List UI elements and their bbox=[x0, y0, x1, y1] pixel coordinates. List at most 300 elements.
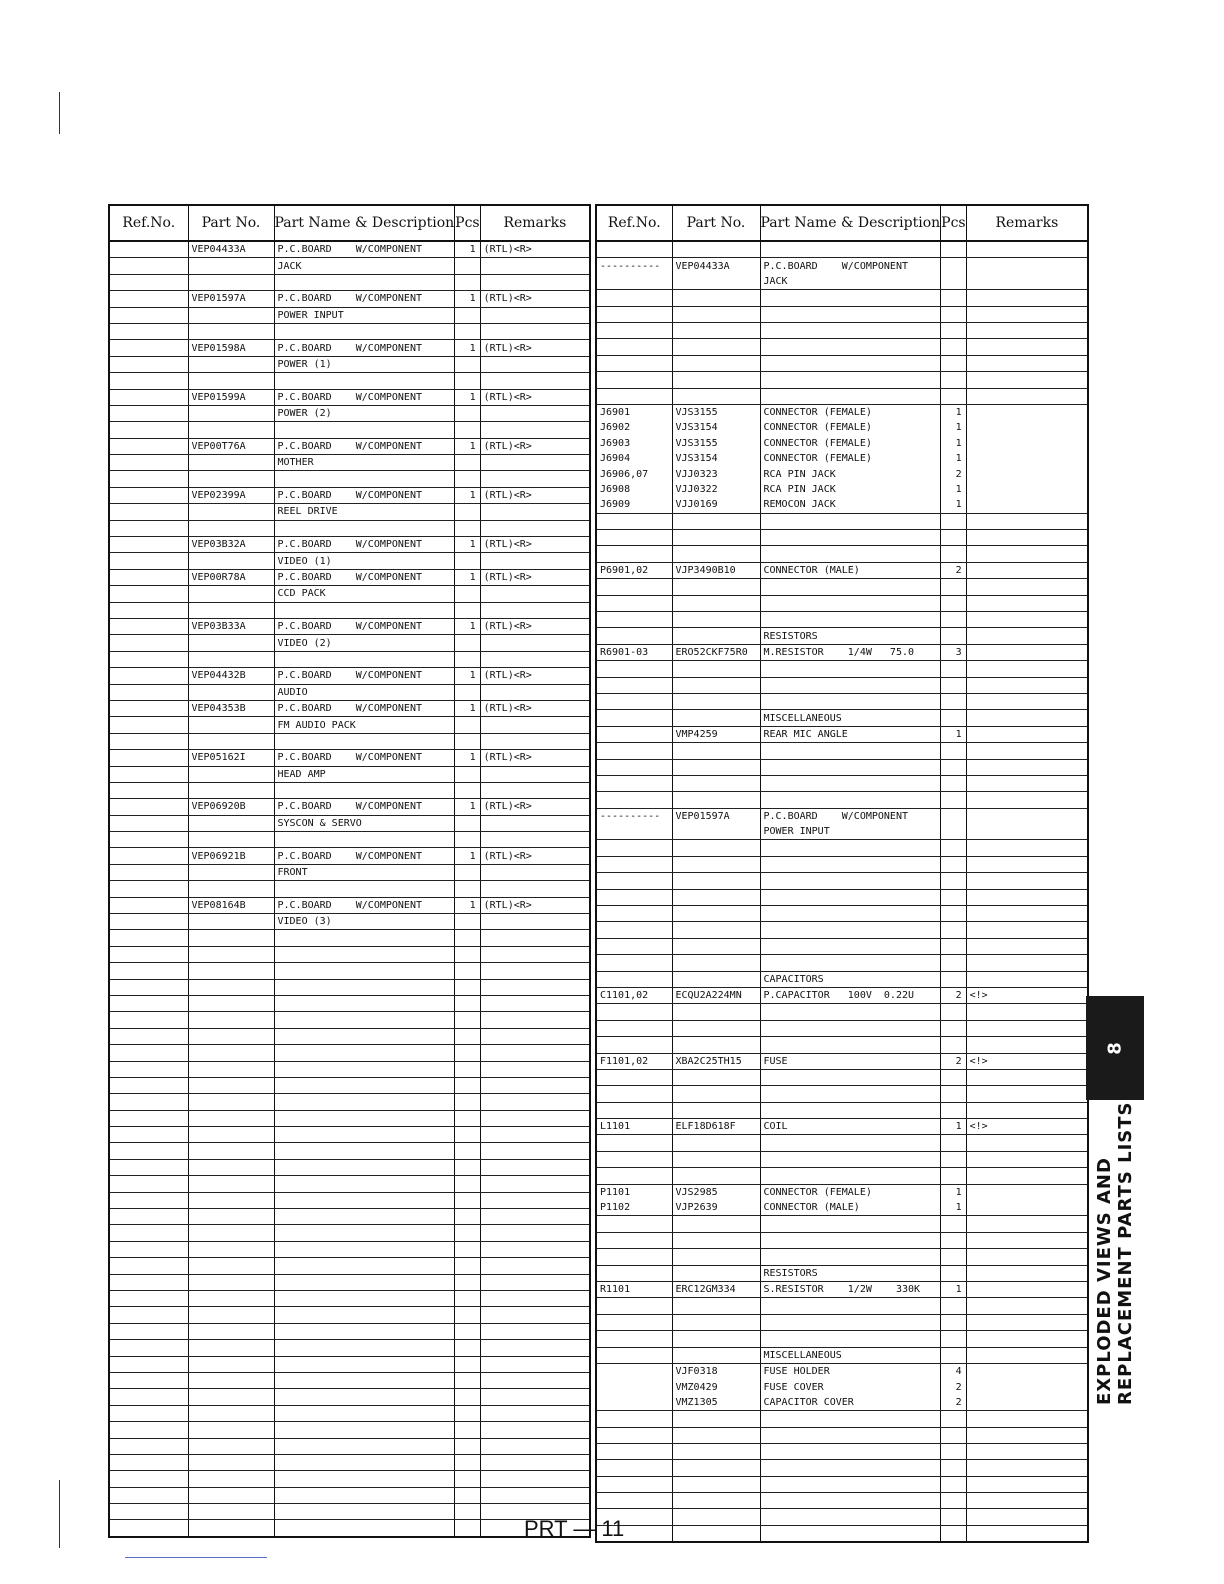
table-row bbox=[596, 938, 1088, 954]
description-cell bbox=[760, 840, 941, 856]
description-cell bbox=[274, 1061, 455, 1077]
pcs-cell bbox=[941, 1331, 966, 1347]
part-no-cell bbox=[188, 1077, 274, 1093]
table-row bbox=[596, 873, 1088, 889]
ref-no-cell: R1101 bbox=[596, 1282, 672, 1298]
section-tab-number: 8 bbox=[1104, 1042, 1126, 1055]
remarks-cell bbox=[480, 782, 590, 798]
remarks-cell bbox=[480, 307, 590, 323]
part-no-cell bbox=[672, 1331, 760, 1347]
part-no-cell: VEP04353B bbox=[188, 700, 274, 716]
pcs-cell bbox=[455, 553, 480, 569]
part-no-cell bbox=[672, 579, 760, 595]
part-no-cell bbox=[188, 1291, 274, 1307]
part-no-cell: VJS3154 bbox=[672, 451, 760, 466]
ref-no-cell bbox=[109, 979, 188, 995]
pcs-cell bbox=[455, 1176, 480, 1192]
remarks-cell bbox=[480, 1372, 590, 1388]
table-row bbox=[596, 562, 1088, 578]
remarks-cell: (RTL)<R> bbox=[480, 241, 590, 258]
remarks-cell bbox=[966, 1363, 1088, 1379]
description-cell bbox=[760, 955, 941, 971]
pcs-cell bbox=[455, 914, 480, 930]
part-no-cell bbox=[188, 963, 274, 979]
table-row bbox=[109, 258, 590, 274]
ref-no-cell bbox=[109, 684, 188, 700]
pcs-cell: 1 bbox=[455, 569, 480, 585]
part-no-cell bbox=[188, 1176, 274, 1192]
description-cell: FUSE bbox=[760, 1053, 941, 1069]
pcs-cell bbox=[455, 1045, 480, 1061]
pcs-cell bbox=[941, 710, 966, 726]
table-row bbox=[596, 726, 1088, 742]
ref-no-cell: J6901 bbox=[596, 404, 672, 420]
ref-no-cell bbox=[109, 1504, 188, 1520]
ref-no-cell bbox=[109, 422, 188, 438]
ref-no-cell bbox=[596, 873, 672, 889]
remarks-cell bbox=[966, 1443, 1088, 1459]
ref-no-cell bbox=[596, 274, 672, 290]
table-row bbox=[596, 677, 1088, 693]
pcs-cell bbox=[455, 1471, 480, 1487]
side-title-line-2: REPLACEMENT PARTS LISTS bbox=[1115, 1101, 1136, 1405]
table-row bbox=[109, 651, 590, 667]
remarks-cell: (RTL)<R> bbox=[480, 700, 590, 716]
pcs-cell bbox=[941, 388, 966, 404]
pcs-cell: 1 bbox=[455, 438, 480, 454]
ref-no-cell bbox=[109, 848, 188, 864]
ref-no-cell bbox=[596, 856, 672, 872]
pcs-cell bbox=[941, 1265, 966, 1281]
pcs-cell: 1 bbox=[455, 340, 480, 356]
remarks-cell bbox=[966, 1102, 1088, 1118]
pcs-cell bbox=[941, 579, 966, 595]
description-cell bbox=[760, 693, 941, 709]
description-cell: P.C.BOARD W/COMPONENT bbox=[274, 241, 455, 258]
ref-no-cell bbox=[596, 388, 672, 404]
pcs-cell bbox=[941, 530, 966, 546]
ref-no-cell: R6901-03 bbox=[596, 644, 672, 660]
description-cell bbox=[274, 832, 455, 848]
description-cell: RCA PIN JACK bbox=[760, 482, 941, 497]
ref-no-cell bbox=[596, 1102, 672, 1118]
table-row bbox=[596, 1216, 1088, 1232]
ref-no-cell bbox=[109, 995, 188, 1011]
part-no-cell: VMP4259 bbox=[672, 726, 760, 742]
pcs-cell: 1 bbox=[455, 668, 480, 684]
ref-no-cell bbox=[596, 792, 672, 808]
remarks-cell bbox=[480, 373, 590, 389]
part-no-cell: VEP02399A bbox=[188, 487, 274, 503]
table-row bbox=[109, 1143, 590, 1159]
table-row bbox=[109, 897, 590, 913]
ref-no-cell bbox=[596, 743, 672, 759]
margin-mark bbox=[59, 92, 60, 134]
pcs-header: Pcs bbox=[941, 205, 966, 241]
description-cell bbox=[274, 602, 455, 618]
ref-no-cell bbox=[596, 677, 672, 693]
ref-no-cell bbox=[109, 1307, 188, 1323]
ref-no-cell bbox=[109, 897, 188, 913]
ref-no-cell bbox=[596, 1460, 672, 1476]
part-no-cell bbox=[672, 1427, 760, 1443]
description-cell: S.RESISTOR 1/2W 330K bbox=[760, 1282, 941, 1298]
pcs-cell bbox=[941, 938, 966, 954]
pcs-cell: 1 bbox=[455, 799, 480, 815]
remarks-cell bbox=[480, 881, 590, 897]
table-row bbox=[596, 1119, 1088, 1135]
description-cell bbox=[274, 1274, 455, 1290]
table-row bbox=[596, 1020, 1088, 1036]
remarks-cell bbox=[966, 644, 1088, 660]
part-no-cell: VEP04433A bbox=[188, 241, 274, 258]
part-no-cell bbox=[188, 1045, 274, 1061]
remarks-cell bbox=[966, 611, 1088, 627]
pcs-cell bbox=[455, 1209, 480, 1225]
remarks-cell bbox=[966, 322, 1088, 338]
description-cell bbox=[274, 651, 455, 667]
part-no-cell bbox=[672, 1443, 760, 1459]
table-row bbox=[596, 987, 1088, 1003]
description-cell bbox=[274, 1143, 455, 1159]
remarks-cell bbox=[480, 717, 590, 733]
remarks-cell bbox=[966, 955, 1088, 971]
pcs-cell: 1 bbox=[941, 436, 966, 451]
pcs-cell bbox=[941, 1004, 966, 1020]
part-no-cell: VEP04432B bbox=[188, 668, 274, 684]
ref-no-cell bbox=[109, 1405, 188, 1421]
ref-no-cell bbox=[109, 389, 188, 405]
part-no-cell bbox=[188, 914, 274, 930]
part-no-cell bbox=[188, 1389, 274, 1405]
pcs-cell bbox=[941, 873, 966, 889]
ref-no-cell bbox=[596, 775, 672, 791]
pcs-cell bbox=[941, 693, 966, 709]
part-no-cell bbox=[672, 1135, 760, 1151]
ref-no-cell bbox=[109, 602, 188, 618]
part-no-header: Part No. bbox=[188, 205, 274, 241]
remarks-header: Remarks bbox=[480, 205, 590, 241]
description-cell bbox=[274, 1422, 455, 1438]
pcs-cell: 1 bbox=[455, 241, 480, 258]
pcs-cell: 1 bbox=[455, 389, 480, 405]
table-row bbox=[596, 644, 1088, 660]
pcs-cell bbox=[455, 422, 480, 438]
table-row bbox=[109, 979, 590, 995]
ref-no-cell bbox=[109, 864, 188, 880]
table-row bbox=[109, 1340, 590, 1356]
table-row bbox=[596, 1086, 1088, 1102]
ref-no-cell bbox=[109, 1241, 188, 1257]
part-no-cell: VEP01597A bbox=[672, 808, 760, 824]
description-cell bbox=[760, 339, 941, 355]
description-cell bbox=[760, 743, 941, 759]
remarks-cell bbox=[480, 405, 590, 421]
description-cell bbox=[274, 1012, 455, 1028]
table-row bbox=[109, 1274, 590, 1290]
part-no-cell bbox=[188, 274, 274, 290]
description-cell: CONNECTOR (FEMALE) bbox=[760, 1184, 941, 1200]
table-row bbox=[109, 471, 590, 487]
ref-no-cell bbox=[596, 1411, 672, 1427]
remarks-cell bbox=[966, 922, 1088, 938]
remarks-cell bbox=[966, 562, 1088, 578]
table-row bbox=[596, 856, 1088, 872]
pcs-header: Pcs bbox=[455, 205, 480, 241]
pcs-cell bbox=[941, 1249, 966, 1265]
description-cell: POWER (2) bbox=[274, 405, 455, 421]
ref-no-cell bbox=[596, 530, 672, 546]
table-row bbox=[109, 946, 590, 962]
pcs-cell bbox=[941, 1314, 966, 1330]
description-cell bbox=[274, 782, 455, 798]
part-no-cell bbox=[672, 306, 760, 322]
part-no-cell bbox=[672, 355, 760, 371]
ref-no-cell bbox=[109, 520, 188, 536]
table-row bbox=[109, 799, 590, 815]
description-cell bbox=[274, 274, 455, 290]
pcs-cell bbox=[455, 832, 480, 848]
remarks-cell bbox=[966, 906, 1088, 922]
table-row bbox=[596, 1184, 1088, 1200]
ref-no-cell: ---------- bbox=[596, 808, 672, 824]
description-cell: POWER INPUT bbox=[760, 824, 941, 840]
remarks-cell bbox=[966, 388, 1088, 404]
table-row bbox=[109, 881, 590, 897]
description-cell: HEAD AMP bbox=[274, 766, 455, 782]
description-cell: CONNECTOR (FEMALE) bbox=[760, 451, 941, 466]
remarks-cell bbox=[966, 1037, 1088, 1053]
part-no-cell bbox=[672, 1004, 760, 1020]
pcs-cell bbox=[941, 1427, 966, 1443]
pcs-cell: 1 bbox=[941, 1200, 966, 1216]
ref-no-cell: J6909 bbox=[596, 497, 672, 513]
pcs-cell bbox=[455, 782, 480, 798]
ref-no-cell bbox=[596, 759, 672, 775]
remarks-cell bbox=[480, 914, 590, 930]
table-row bbox=[109, 438, 590, 454]
part-no-cell bbox=[188, 1372, 274, 1388]
pcs-cell bbox=[455, 1143, 480, 1159]
description-cell bbox=[274, 1176, 455, 1192]
ref-no-cell bbox=[109, 1323, 188, 1339]
pcs-cell bbox=[941, 513, 966, 529]
description-cell bbox=[274, 1520, 455, 1537]
pcs-cell bbox=[455, 1192, 480, 1208]
pcs-cell bbox=[455, 1127, 480, 1143]
part-no-cell bbox=[672, 322, 760, 338]
table-row bbox=[109, 1356, 590, 1372]
table-row bbox=[109, 914, 590, 930]
part-no-cell bbox=[188, 1405, 274, 1421]
part-no-cell bbox=[188, 323, 274, 339]
part-no-cell bbox=[672, 1347, 760, 1363]
description-cell bbox=[760, 889, 941, 905]
remarks-cell bbox=[480, 1159, 590, 1175]
part-no-cell bbox=[188, 1061, 274, 1077]
description-cell bbox=[760, 355, 941, 371]
remarks-cell bbox=[480, 1143, 590, 1159]
description-cell: VIDEO (2) bbox=[274, 635, 455, 651]
remarks-cell bbox=[480, 1045, 590, 1061]
pcs-cell bbox=[941, 775, 966, 791]
part-no-cell bbox=[188, 864, 274, 880]
part-no-cell bbox=[188, 946, 274, 962]
table-row bbox=[596, 1427, 1088, 1443]
part-no-cell bbox=[672, 1151, 760, 1167]
part-no-cell bbox=[188, 1192, 274, 1208]
description-cell bbox=[274, 471, 455, 487]
table-row bbox=[109, 1209, 590, 1225]
remarks-cell bbox=[966, 355, 1088, 371]
remarks-cell bbox=[966, 693, 1088, 709]
table-row bbox=[109, 1504, 590, 1520]
ref-no-cell bbox=[596, 1020, 672, 1036]
right-table-body bbox=[596, 241, 1088, 1542]
remarks-cell bbox=[966, 1314, 1088, 1330]
table-row bbox=[596, 1102, 1088, 1118]
ref-no-cell: J6903 bbox=[596, 436, 672, 451]
pcs-cell: 2 bbox=[941, 987, 966, 1003]
part-no-cell: VMZ0429 bbox=[672, 1379, 760, 1394]
part-no-cell: VEP01599A bbox=[188, 389, 274, 405]
part-no-cell bbox=[188, 471, 274, 487]
part-no-cell bbox=[672, 530, 760, 546]
pcs-cell bbox=[455, 1077, 480, 1093]
part-no-cell bbox=[188, 832, 274, 848]
pcs-cell bbox=[455, 864, 480, 880]
part-no-cell bbox=[188, 1438, 274, 1454]
description-cell bbox=[274, 323, 455, 339]
description-cell bbox=[760, 1443, 941, 1459]
remarks-cell bbox=[966, 1493, 1088, 1509]
ref-no-cell: P6901,02 bbox=[596, 562, 672, 578]
pcs-cell bbox=[455, 1389, 480, 1405]
pcs-cell bbox=[455, 635, 480, 651]
table-row bbox=[596, 355, 1088, 371]
table-row bbox=[109, 389, 590, 405]
part-no-cell: VEP03B32A bbox=[188, 537, 274, 553]
part-no-cell bbox=[188, 356, 274, 372]
remarks-cell bbox=[480, 1225, 590, 1241]
pcs-cell bbox=[941, 1086, 966, 1102]
remarks-cell: <!> bbox=[966, 987, 1088, 1003]
pcs-cell bbox=[941, 306, 966, 322]
ref-no-cell bbox=[109, 1209, 188, 1225]
table-row bbox=[596, 1282, 1088, 1298]
description-cell: REAR MIC ANGLE bbox=[760, 726, 941, 742]
description-cell bbox=[760, 922, 941, 938]
description-cell bbox=[760, 530, 941, 546]
remarks-cell bbox=[480, 1077, 590, 1093]
description-cell bbox=[274, 520, 455, 536]
description-cell: VIDEO (3) bbox=[274, 914, 455, 930]
description-cell bbox=[760, 1509, 941, 1525]
description-cell bbox=[760, 1411, 941, 1427]
remarks-cell: <!> bbox=[966, 1053, 1088, 1069]
ref-no-cell bbox=[596, 889, 672, 905]
description-cell bbox=[760, 546, 941, 562]
table-row bbox=[596, 792, 1088, 808]
part-no-cell bbox=[672, 677, 760, 693]
pcs-cell bbox=[941, 1216, 966, 1232]
pcs-cell bbox=[455, 586, 480, 602]
part-no-cell bbox=[672, 1069, 760, 1085]
pcs-cell bbox=[941, 258, 966, 274]
part-no-cell bbox=[672, 824, 760, 840]
ref-no-cell bbox=[109, 717, 188, 733]
part-no-cell bbox=[672, 1460, 760, 1476]
description-cell bbox=[760, 677, 941, 693]
description-cell: P.C.BOARD W/COMPONENT bbox=[274, 897, 455, 913]
pcs-cell bbox=[455, 1258, 480, 1274]
pcs-cell bbox=[941, 1020, 966, 1036]
header-row bbox=[596, 205, 1088, 241]
ref-no-cell bbox=[596, 1086, 672, 1102]
description-cell: VIDEO (1) bbox=[274, 553, 455, 569]
remarks-cell bbox=[480, 1110, 590, 1126]
pcs-cell: 1 bbox=[455, 897, 480, 913]
part-no-cell bbox=[188, 1323, 274, 1339]
pcs-cell bbox=[941, 1443, 966, 1459]
description-cell: COIL bbox=[760, 1119, 941, 1135]
table-row bbox=[596, 1363, 1088, 1379]
ref-no-cell bbox=[596, 579, 672, 595]
table-row bbox=[109, 1323, 590, 1339]
ref-no-cell bbox=[109, 356, 188, 372]
pcs-cell bbox=[941, 840, 966, 856]
part-no-cell: VEP00R78A bbox=[188, 569, 274, 585]
description-cell: P.C.BOARD W/COMPONENT bbox=[274, 291, 455, 307]
description-cell bbox=[274, 733, 455, 749]
remarks-cell bbox=[966, 1232, 1088, 1248]
remarks-cell bbox=[480, 815, 590, 831]
ref-no-cell bbox=[109, 930, 188, 946]
part-no-cell: VEP04433A bbox=[672, 258, 760, 274]
remarks-cell bbox=[480, 1209, 590, 1225]
part-no-cell bbox=[672, 775, 760, 791]
ref-no-cell bbox=[109, 241, 188, 258]
part-no-cell: ECQU2A224MN bbox=[672, 987, 760, 1003]
table-row bbox=[109, 455, 590, 471]
table-row bbox=[109, 1094, 590, 1110]
remarks-cell bbox=[966, 1411, 1088, 1427]
pcs-cell bbox=[941, 274, 966, 290]
part-no-cell: VJJ0322 bbox=[672, 482, 760, 497]
part-no-cell: VEP01598A bbox=[188, 340, 274, 356]
ref-no-header: Ref.No. bbox=[596, 205, 672, 241]
table-row bbox=[596, 530, 1088, 546]
remarks-cell bbox=[966, 759, 1088, 775]
description-cell: MISCELLANEOUS bbox=[760, 710, 941, 726]
part-no-cell: VJF0318 bbox=[672, 1363, 760, 1379]
remarks-cell bbox=[480, 1405, 590, 1421]
pcs-cell: 1 bbox=[455, 750, 480, 766]
table-row bbox=[109, 717, 590, 733]
remarks-cell bbox=[966, 840, 1088, 856]
pcs-cell: 1 bbox=[941, 482, 966, 497]
description-cell: POWER INPUT bbox=[274, 307, 455, 323]
remarks-cell: (RTL)<R> bbox=[480, 750, 590, 766]
remarks-cell bbox=[966, 726, 1088, 742]
table-row bbox=[596, 1053, 1088, 1069]
table-row bbox=[109, 1438, 590, 1454]
remarks-cell bbox=[480, 323, 590, 339]
part-no-cell bbox=[188, 881, 274, 897]
part-no-cell: VEP03B33A bbox=[188, 618, 274, 634]
description-cell bbox=[760, 1493, 941, 1509]
description-cell: P.C.BOARD W/COMPONENT bbox=[274, 487, 455, 503]
